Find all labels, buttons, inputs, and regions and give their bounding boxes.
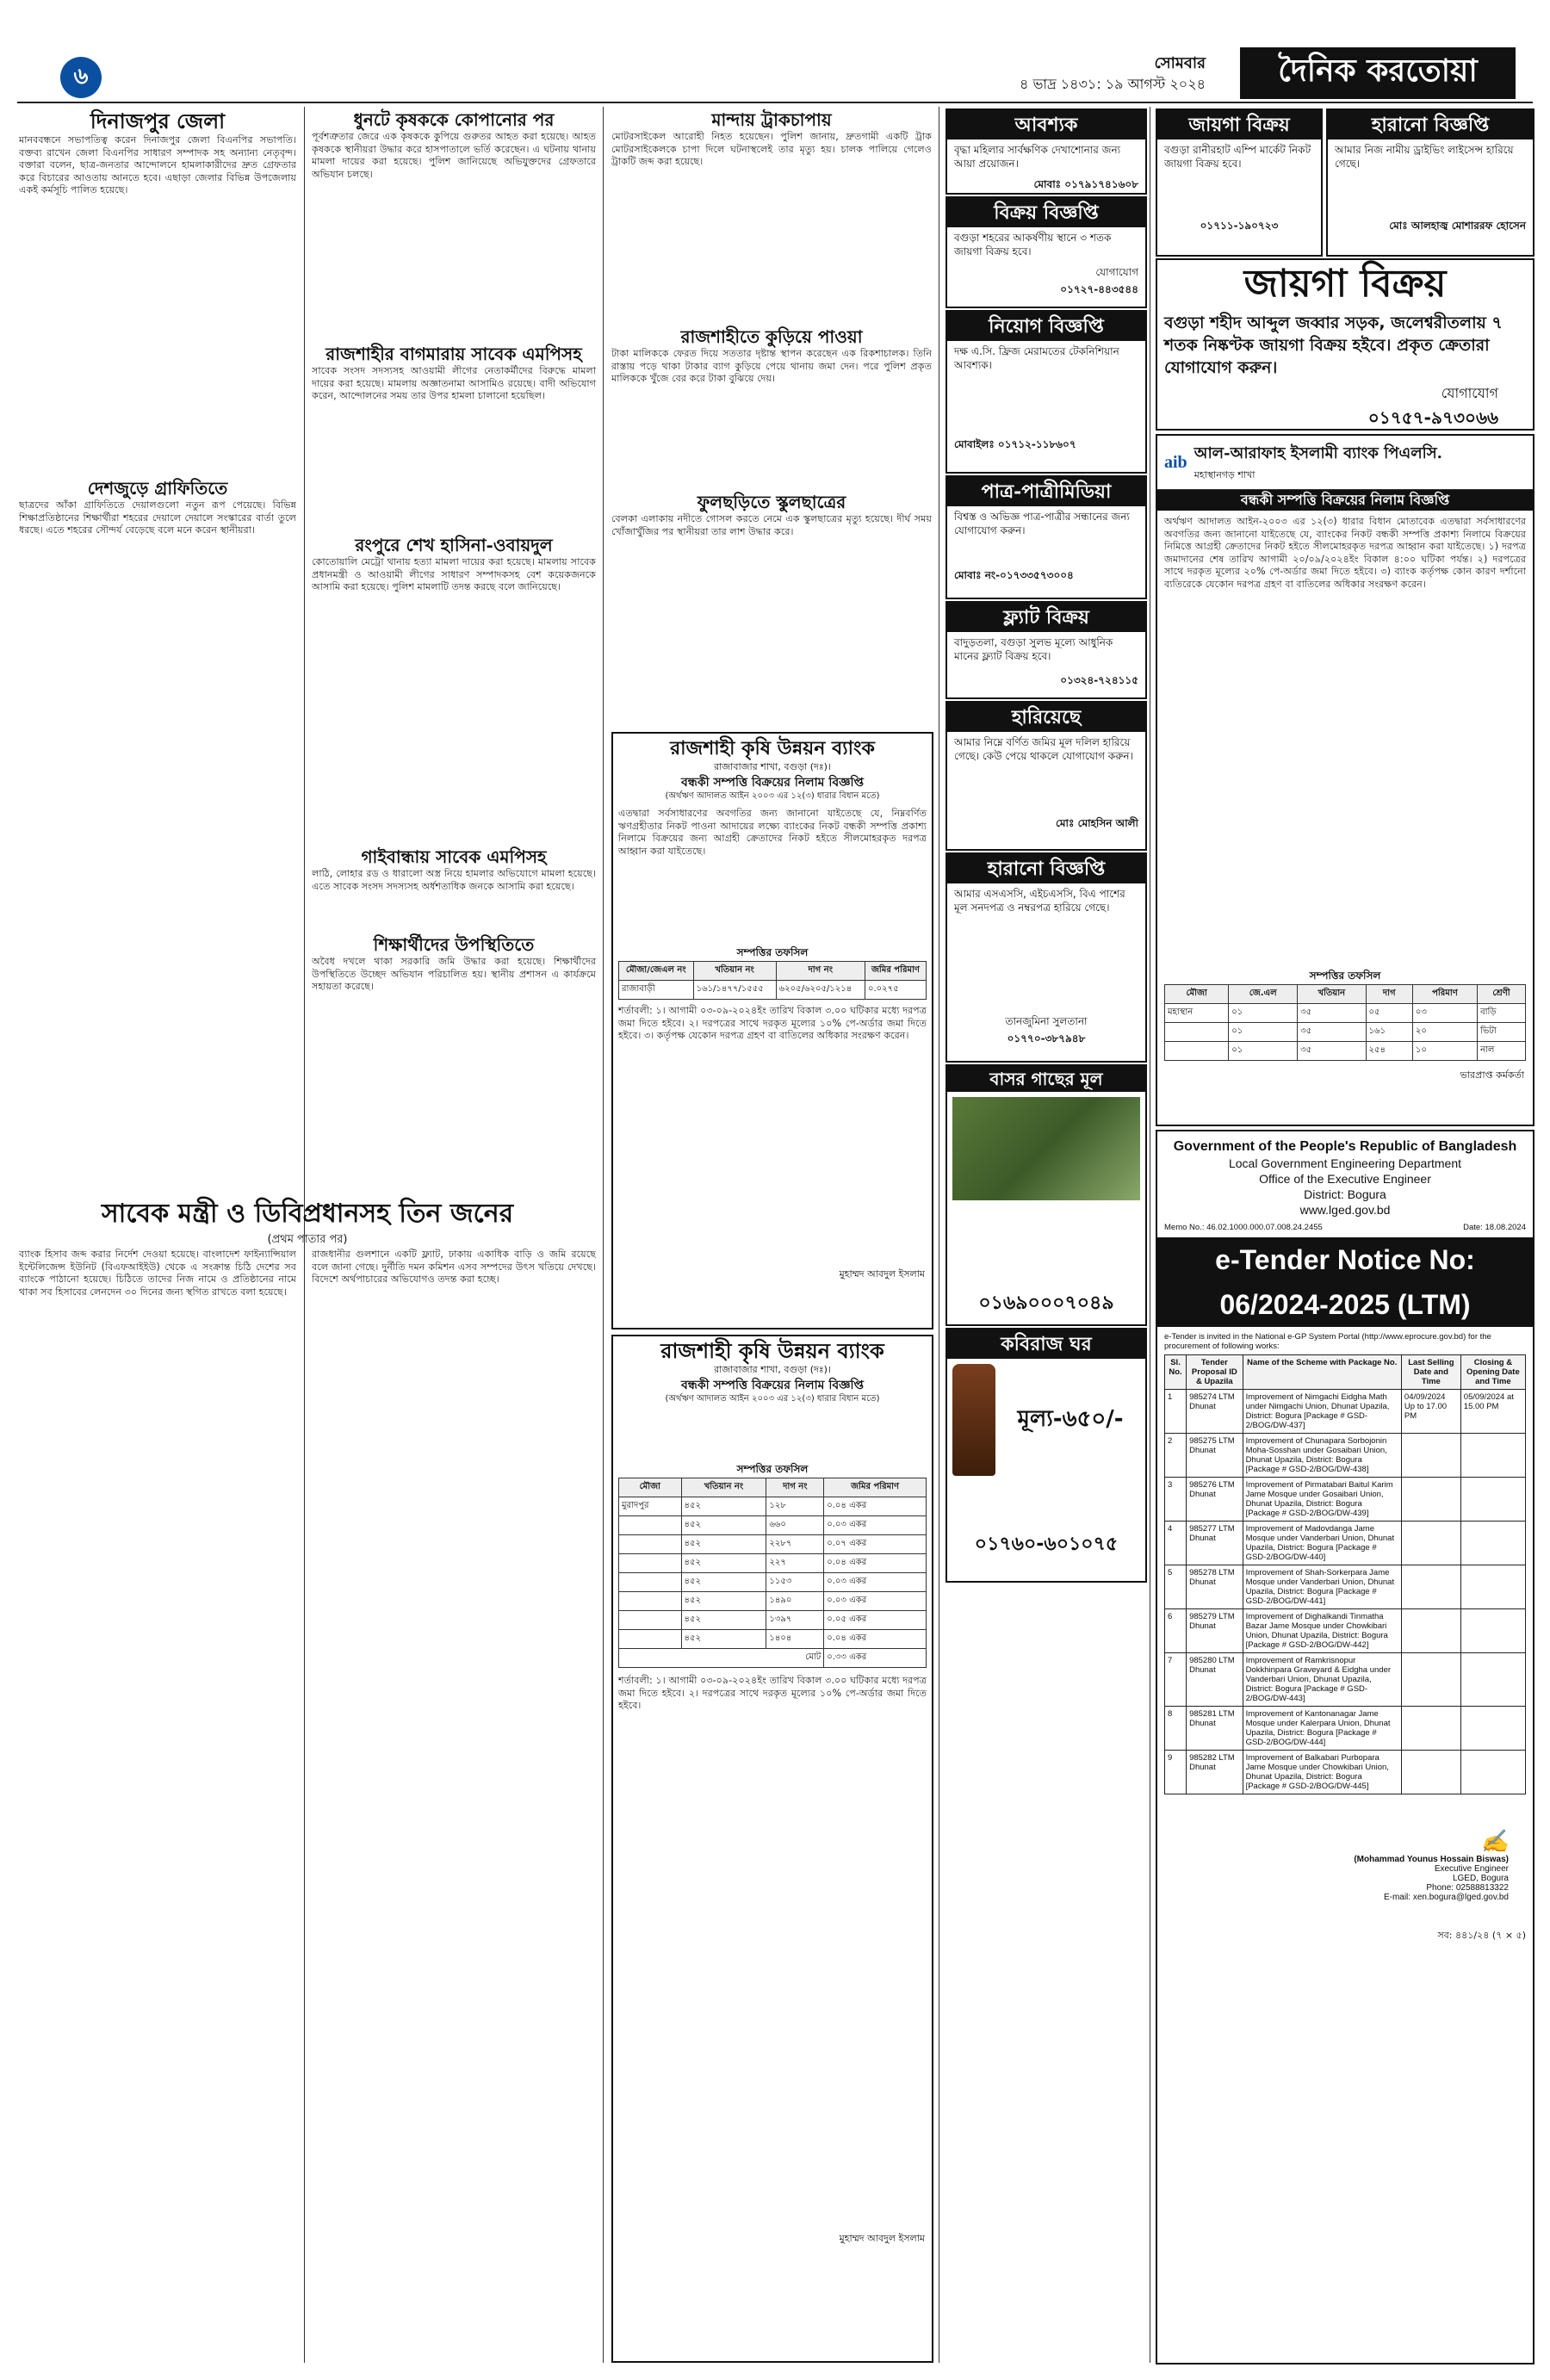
notice-subtitle: (অর্থঋণ আদালত আইন ২০০৩ এর ১২(৩) ধারার বিধান মতে) <box>665 1394 880 1404</box>
table-cell: 1 <box>1165 1390 1187 1434</box>
table-cell: ১৪৯০ <box>766 1592 824 1611</box>
table-title: সম্পত্তির তফসিল <box>736 946 809 958</box>
table-header-cell: মৌজা <box>619 1478 682 1497</box>
ad-contact-label: যোগাযোগ <box>1441 385 1498 401</box>
table-cell: ভিটা <box>1478 1023 1526 1042</box>
ad-bikroy <box>946 196 1147 308</box>
table-cell <box>1401 1707 1460 1751</box>
table-cell: Improvement of Dighalkandi Tinmatha Bazar Jame Mosque under Chowkibari Union, Dhunat Upazila, District: Bogura [Package # GSD-2/BOG/DW-442] <box>1243 1609 1401 1653</box>
table-cell: ২০ <box>1412 1023 1477 1042</box>
ad-signer: মোঃ মোহসিন আলী <box>1056 817 1138 829</box>
ad-harano <box>946 852 1147 1063</box>
signer-title: Executive Engineer <box>1434 1864 1509 1874</box>
total-label: মোট <box>619 1649 824 1668</box>
lged-tender-notice <box>1156 1130 1534 2365</box>
article-body: অবৈধ দখলে থাকা সরকারি জমি উদ্ধার করা হয়েছে। শিক্ষার্থীদের উপস্থিতিতে উচ্ছেদ অভিযান পরিচালিত হয়। স্থানীয় প্রশাসন এ কার্যক্রমে সহায়তা করেছে। <box>312 956 596 993</box>
table-header-cell: Sl. No. <box>1165 1355 1187 1390</box>
bank-branch: রাজাবাজার শাখা, বগুড়া (দঃ)। <box>714 1364 831 1375</box>
table-cell: ২২৮৭ <box>766 1535 824 1554</box>
table-cell: Improvement of Balkabari Purbopara Jame Mosque under Chowkibari Union, Dhunat Upazila, District: Bogura [Package # GSD-2/BOG/DW-445] <box>1243 1751 1401 1794</box>
newspaper-logo: দৈনিক করতোয়া <box>1240 47 1516 99</box>
table-cell: 5 <box>1165 1565 1187 1609</box>
table-cell <box>1460 1653 1525 1707</box>
tender-table <box>1164 1354 1526 1794</box>
aib-logo: aib <box>1164 452 1187 472</box>
table-cell: ১২৮ <box>766 1497 824 1516</box>
gov-office: Office of the Executive Engineer <box>1259 1172 1431 1186</box>
gov-department: Local Government Engineering Department <box>1228 1156 1462 1170</box>
total-value: ০.৩৩ একর <box>824 1649 927 1668</box>
table-cell: 4 <box>1165 1522 1187 1565</box>
table-cell: ০৩ <box>1412 1004 1477 1023</box>
table-row <box>619 1535 927 1554</box>
article-subtitle: (প্রথম পাতার পর) <box>267 1233 348 1246</box>
table-cell: Improvement of Kantonanagar Jame Mosque under Kalerpara Union, Dhunat Upazila, District: Bogura [Package # GSD-2/BOG/DW-444] <box>1243 1707 1401 1751</box>
table-cell <box>1401 1751 1460 1794</box>
gov-district: District: Bogura <box>1304 1187 1386 1201</box>
article-title: দেশজুড়ে গ্রাফিতিতে <box>87 478 228 499</box>
signer-name: মুহাম্মদ আবদুল ইসলাম <box>839 1268 925 1280</box>
table-header-cell: মৌজা <box>1165 985 1229 1004</box>
ad-phone: মোবাইলঃ ০১৭১২-১১৮৬০৭ <box>954 438 1076 450</box>
property-table <box>618 961 927 1000</box>
tender-row <box>1165 1522 1526 1565</box>
table-cell <box>1401 1478 1460 1522</box>
table-cell: ০.০৩ একর <box>824 1573 927 1592</box>
article-title: শিক্ষার্থীদের উপস্থিতিতে <box>373 934 535 955</box>
product-photo <box>952 1097 1140 1200</box>
table-cell <box>1460 1434 1525 1478</box>
column-3 <box>611 108 932 634</box>
ad-heading: হারানো বিজ্ঞপ্তি <box>1328 110 1533 139</box>
table-cell: ৪৫২ <box>681 1630 766 1649</box>
ad-flat <box>946 601 1147 699</box>
ad-heading: আবশ্যক <box>947 110 1145 139</box>
article-body: পূর্বশত্রুতার জেরে এক কৃষককে কুপিয়ে গুরুতর আহত করা হয়েছে। আহত কৃষককে স্থানীয়রা উদ্ধার করে হাসপাতালে ভর্তি করেছেন। এ ঘটনায় থানায় মামলা দায়ের করা হয়েছে। পুলিশ জানিয়েছে অভিযুক্তদের গ্রেফতারে অভিযান চলছে। <box>312 131 596 180</box>
ad-signer: তানজুমিনা সুলতানা <box>1005 1015 1088 1027</box>
table-cell: 985279 LTM Dhunat <box>1187 1609 1243 1653</box>
table-row <box>1165 1004 1526 1023</box>
article-body: সাবেক সংসদ সদস্যসহ আওয়ামী লীগের নেতাকর্মীদের বিরুদ্ধে মামলা দায়ের করা হয়েছে। মামলায় অজ্ঞাতনামা আসামিও রয়েছে। বাদী অভিযোগ করেন, আন্দোলনের সময় তার উপর হামলা চালানো হয়েছিল। <box>312 365 596 402</box>
table-cell: 985277 LTM Dhunat <box>1187 1522 1243 1565</box>
table-cell: 6 <box>1165 1609 1187 1653</box>
table-cell: নাল <box>1478 1042 1526 1061</box>
table-header-cell: মৌজা/জেএল নং <box>619 962 694 981</box>
ad-phone: ০১৭২৭-৪৪৩৫৪৪ <box>1060 283 1138 295</box>
ad-phone: ০১৭৫৭-৯৭৩০৬৬ <box>1367 407 1498 428</box>
table-cell: বাড়ি <box>1478 1004 1526 1023</box>
signer-name: ভারপ্রাপ্ত কর্মকর্তা <box>1460 1069 1524 1081</box>
article-body: ছাত্রদের আঁকা গ্রাফিতিতে দেয়ালগুলো নতুন রূপ পেয়েছে। বিভিন্ন শিক্ষাপ্রতিষ্ঠানের শিক্ষার্থীরা শহরের দেয়ালে দেয়ালে সংস্কারের বার্তা তুলে ধরছে। এতে শহরের সৌন্দর্য বেড়েছে বলে মনে করেন স্থানীয়রা। <box>19 499 296 536</box>
article-body: মানববন্ধনে সভাপতিত্ব করেন দিনাজপুর জেলা বিএনপির সভাপতি। বক্তব্য রাখেন জেলা বিএনপির সাধারণ সম্পাদক সহ অন্যান্য নেতৃবৃন্দ। বক্তারা বলেন, ছাত্র-জনতার আন্দোলনে হামলাকারীদের দ্রুত গ্রেফতার করে বিচারের আওতায় আনতে হবে। এছাড়া জেলার বিভিন্ন উপজেলায় একই কর্মসূচি পালিত হয়েছে। <box>19 134 296 196</box>
column-divider <box>603 107 604 2363</box>
tender-row <box>1165 1434 1526 1478</box>
ad-heading: ফ্ল্যাট বিক্রয় <box>947 603 1145 632</box>
notice-title: বন্ধকী সম্পত্তি বিক্রয়ের নিলাম বিজ্ঞপ্তি <box>1157 490 1533 511</box>
tender-row <box>1165 1751 1526 1794</box>
table-cell: ৪৫২ <box>681 1573 766 1592</box>
table-cell: 985280 LTM Dhunat <box>1187 1653 1243 1707</box>
memo-date: Date: 18.08.2024 <box>1463 1223 1526 1232</box>
mantri-article <box>19 1197 596 1249</box>
signer-name: মুহাম্মদ আবদুল ইসলাম <box>839 2233 925 2244</box>
table-cell: রাজাবাড়ী <box>619 981 694 1000</box>
table-cell: 985276 LTM Dhunat <box>1187 1478 1243 1522</box>
product-price: মূল্য-৬৫০/- <box>1017 1406 1124 1432</box>
table-cell: ৪৫২ <box>681 1592 766 1611</box>
ad-text: বগুড়া রানীরহাট এম্পি মার্কেট নিকট জায়গা বিক্রয় হবে। <box>1164 144 1311 170</box>
table-row <box>1165 1023 1526 1042</box>
bank-branch: রাজাবাজার শাখা, বগুড়া (দঃ)। <box>714 761 831 772</box>
table-header-cell: দাগ নং <box>766 1478 824 1497</box>
table-cell: ১৬১ <box>1366 1023 1412 1042</box>
article-title: রংপুরে শেখ হাসিনা-ওবায়দুল <box>355 535 553 555</box>
table-header-cell: দাগ নং <box>776 962 865 981</box>
table-cell: ৪৫২ <box>681 1535 766 1554</box>
table-cell: 05/09/2024 at 15.00 PM <box>1460 1390 1525 1434</box>
table-row <box>619 1554 927 1573</box>
tender-row <box>1165 1390 1526 1434</box>
ad-heading: বিক্রয় বিজ্ঞপ্তি <box>947 198 1145 227</box>
article-body: ব্যাংক হিসাব জব্দ করার নির্দেশ দেওয়া হয়েছে। বাংলাদেশ ফাইন্যান্সিয়াল ইন্টেলিজেন্স ইউনিট (বিএফআইইউ) থেকে এ সংক্রান্ত চিঠি দেশের সব ব্যাংকে পাঠানো হয়েছে। চিঠিতে তাদের নিজ নামে ও প্রতিষ্ঠানের নামে থাকা সব হিসাবের লেনদেন ৩০ দিনের জন্য স্থগিত রাখতে বলা হয়েছে। <box>19 1249 296 1298</box>
ad-phone: মোবাঃ নং-০১৭৩৩৫৭৩০০৪ <box>954 569 1074 581</box>
date-text: ৪ ভাদ্র ১৪৩১: ১৯ আগস্ট ২০২৪ <box>1020 76 1206 92</box>
table-cell: ০১ <box>1229 1023 1298 1042</box>
table-cell: 8 <box>1165 1707 1187 1751</box>
table-header-cell: জমির পরিমাণ <box>824 1478 927 1497</box>
notice-subtitle: (অর্থঋণ আদালত আইন ২০০৩ এর ১২(৩) ধারার বিধান মতে) <box>665 791 880 801</box>
table-cell: ০.০২৭৫ <box>865 981 926 1000</box>
tender-row <box>1165 1653 1526 1707</box>
table-cell: Improvement of Shah-Sorkerpara Jame Mosque under Vanderbari Union, Dhunat Upazila, District: Bogura [Package # GSD-2/BOG/DW-441] <box>1243 1565 1401 1609</box>
signature-image: ✍ <box>1480 1829 1509 1855</box>
table-cell: Improvement of Madovdanga Jame Mosque under Vanderbari Union, Dhunat Upazila, District: Bogura [Package # GSD-2/BOG/DW-440] <box>1243 1522 1401 1565</box>
table-cell <box>1460 1751 1525 1794</box>
table-title: সম্পত্তির তফসিল <box>736 1463 809 1475</box>
ad-text: বাদুড়তলা, বগুড়া সুলভ মূল্যে আধুনিক মানের ফ্ল্যাট বিক্রয় হবে। <box>954 636 1113 662</box>
notice-title: বন্ধকী সম্পত্তি বিক্রয়ের নিলাম বিজ্ঞপ্তি <box>680 1379 865 1392</box>
day-label: সোমবার <box>1154 54 1206 72</box>
table-cell: ০.০৩ একর <box>824 1516 927 1535</box>
gov-website: www.lged.gov.bd <box>1299 1203 1391 1217</box>
notice-body: অর্থঋণ আদালত আইন-২০০৩ এর ১২(৩) ধারার বিধান মোতাবেক এতদ্বারা সর্বসাধারণের অবগতির জন্য জানানো যাইতেছে যে, ব্যাংকের নিকট বন্ধকী সম্পত্তি প্রকাশ্য নিলামে বিক্রয়ের নিমিত্তে আগ্রহী ক্রেতাদের নিকট হইতে সীলমোহরকৃত দরপত্র আহ্বান করা যাইতেছে। ১) দরপত্র জমাদানের শেষ তারিখ আগামী ২০/০৯/২০২৪ইং বিকাল ৪:০০ ঘটিকা পর্যন্ত। ২) দরপত্রের সাথে দরকৃত মূল্যের ২০% পে-অর্ডার জমা দিতে হইবে। ৩) ব্যাংক কর্তৃপক্ষ কোন কারণ দর্শানো ব্যতিরেকে যেকোন দরপত্র গ্রহণ বা বাতিলের অধিকার সংরক্ষণ করেন। <box>1164 516 1526 590</box>
signer-email: E-mail: xen.bogura@lged.gov.bd <box>1383 1893 1509 1902</box>
article-title: ফুলছড়িতে স্কুলছাত্রের <box>697 492 846 512</box>
table-cell <box>1460 1522 1525 1565</box>
table-cell <box>1460 1707 1525 1751</box>
table-cell: Improvement of Nimgachi Eidgha Math under Nimgachi Union, Dhunat Upazila, District: Bogura [Package # GSD-2/BOG/DW-437] <box>1243 1390 1401 1434</box>
table-cell <box>619 1630 682 1649</box>
signer-name: (Mohammad Younus Hossain Biswas) <box>1354 1855 1509 1864</box>
tender-title: e-Tender Notice No: 06/2024-2025 (LTM) <box>1157 1237 1533 1327</box>
ad-heading: নিয়োগ বিজ্ঞপ্তি <box>947 312 1145 341</box>
table-cell: 985282 LTM Dhunat <box>1187 1751 1243 1794</box>
table-header-cell: Name of the Scheme with Package No. <box>1243 1355 1401 1390</box>
column-2 <box>312 108 596 1007</box>
bank-name: রাজশাহী কৃষি উন্নয়ন ব্যাংক <box>670 737 875 759</box>
table-cell <box>1165 1042 1229 1061</box>
ad-heading: পাত্র-পাত্রীমিডিয়া <box>947 477 1145 506</box>
article-body: টাকা মালিককে ফেরত দিয়ে সততার দৃষ্টান্ত স্থাপন করেছেন এক রিকশাচালক। তিনি রাস্তায় পড়ে থাকা টাকার ব্যাগ কুড়িয়ে পেয়ে থানায় জমা দেন। পরে পুলিশ প্রকৃত মালিককে খুঁজে বের করে টাকা বুঝিয়ে দেয়। <box>611 348 932 385</box>
ad-code: সব: ৪৪১/২৪ (৭ × ৫) <box>1437 1930 1526 1941</box>
table-cell <box>1401 1653 1460 1707</box>
ad-heading: বাসর গাছের মূল <box>947 1066 1145 1092</box>
table-row <box>1165 1042 1526 1061</box>
column-1 <box>19 108 296 1154</box>
table-cell <box>1165 1023 1229 1042</box>
ad-text: বগুড়া শহরের আকর্ষণীয় স্থানে ৩ শতক জায়গা বিক্রয় হবে। <box>954 232 1112 257</box>
ad-heading: কবিরাজ ঘর <box>947 1329 1145 1359</box>
ad-basar <box>946 1064 1147 1326</box>
table-cell: ২২৭ <box>766 1554 824 1573</box>
table-header-cell: পরিমাণ <box>1412 985 1477 1004</box>
ad-niyog <box>946 310 1147 474</box>
article-body: বেলকা এলাকায় নদীতে গোসল করতে নেমে এক স্কুলছাত্রের মৃত্যু হয়েছে। দীর্ঘ সময় খোঁজাখুঁজির পর স্থানীয়রা তার লাশ উদ্ধার করে। <box>611 513 932 537</box>
table-cell: ৬২০৫/৬২০৫/১২১৪ <box>776 981 865 1000</box>
ad-phone: ০১৩২৪-৭২৪১১৫ <box>1060 674 1138 686</box>
table-cell: ০.০৪ একর <box>824 1554 927 1573</box>
table-cell: ১০ <box>1412 1042 1477 1061</box>
notice-terms: শর্তাবলী: ১। আগামী ০৩-০৯-২০২৪ইং তারিখ বিকাল ৩.০০ ঘটিকার মধ্যে দরপত্র জমা দিতে হইবে। ২। দরপত্রের সাথে দরকৃত মূল্যের ১০% পে-অর্ডার জমা দিতে হইবে। ৩। কর্তৃপক্ষ যেকোন দরপত্র গ্রহণ বা বাতিলের অধিকার সংরক্ষণ করেন। <box>618 1005 927 1042</box>
table-cell <box>1460 1565 1525 1609</box>
table-header-cell: Closing & Opening Date and Time <box>1460 1355 1525 1390</box>
notice-title: বন্ধকী সম্পত্তি বিক্রয়ের নিলাম বিজ্ঞপ্তি <box>680 776 865 790</box>
ad-phone: ০১৭১১-১৯০৭২৩ <box>1200 220 1279 232</box>
table-cell <box>1401 1434 1460 1478</box>
aib-auction-notice <box>1156 434 1534 1126</box>
ad-text: আমার নিজ নামীয় ড্রাইভিং লাইসেন্স হারিয়ে গেছে। <box>1335 144 1514 170</box>
table-header-cell: দাগ <box>1366 985 1412 1004</box>
table-cell: 3 <box>1165 1478 1187 1522</box>
article-body: কোতোয়ালি মেট্রো থানায় হত্যা মামলা দায়ের করা হয়েছে। মামলায় সাবেক প্রধানমন্ত্রী ও আওয়ামী লীগের সাধারণ সম্পাদকসহ বেশ কয়েকজনকে আসামি করা হয়েছে। পুলিশ মামলাটি তদন্ত করছে বলে জানিয়েছে। <box>312 556 596 593</box>
table-header-cell: জে.এল <box>1229 985 1298 1004</box>
ad-phone: ০১৭৬০-৬০১০৭৫ <box>974 1534 1119 1555</box>
tender-row <box>1165 1707 1526 1751</box>
article-body: মোটরসাইকেল আরোহী নিহত হয়েছেন। পুলিশ জানায়, দ্রুতগামী একটি ট্রাক মোটরসাইকেলকে চাপা দিলে ঘটনাস্থলেই তার মৃত্যু হয়। চালক পালিয়ে গেলেও ট্রাকটি জব্দ করা হয়েছে। <box>611 131 932 168</box>
product-bottle-image <box>952 1364 995 1476</box>
table-header-cell: খতিয়ান নং <box>693 962 776 981</box>
article-title: রাজশাহীতে কুড়িয়ে পাওয়া <box>680 326 863 347</box>
table-cell: ০.০৭ একর <box>824 1535 927 1554</box>
tender-row <box>1165 1478 1526 1522</box>
ad-signer: মোঃ আলহাজ্ব মোশাররফ হোসেন <box>1389 220 1526 232</box>
table-cell: ৩৫ <box>1298 1004 1366 1023</box>
table-cell: ০১ <box>1229 1042 1298 1061</box>
signer-phone: Phone: 02588813322 <box>1426 1883 1509 1893</box>
table-cell: ০৫ <box>1366 1004 1412 1023</box>
table-cell <box>1401 1565 1460 1609</box>
article-title: ধুনটে কৃষককে কোপানোর পর <box>353 109 555 130</box>
table-cell: ৪৫২ <box>681 1554 766 1573</box>
table-cell <box>1401 1522 1460 1565</box>
tender-intro: e-Tender is invited in the National e-GP System Portal (http://www.eprocure.gov.bd) for the procurement of following works: <box>1164 1332 1491 1351</box>
table-row <box>619 1592 927 1611</box>
table-cell <box>1401 1609 1460 1653</box>
table-cell: 985281 LTM Dhunat <box>1187 1707 1243 1751</box>
bank-auction-notice-2 <box>611 1335 933 2363</box>
table-cell: ২৫৪ <box>1366 1042 1412 1061</box>
ad-heading: হারানো বিজ্ঞপ্তি <box>947 854 1145 883</box>
table-cell <box>619 1535 682 1554</box>
table-cell: Improvement of Ramkrisnopur Dokkhinpara Graveyard & Eidgha under Vanderbari Union, Dhunat Upazila, District: Bogura [Package # GSD-2/BOG/DW-443] <box>1243 1653 1401 1707</box>
table-header-cell: খতিয়ান <box>1298 985 1366 1004</box>
table-cell: ০১ <box>1229 1004 1298 1023</box>
table-cell: ০.০৩ একর <box>824 1592 927 1611</box>
table-cell: 985278 LTM Dhunat <box>1187 1565 1243 1609</box>
notice-body: এতদ্বারা সর্বসাধারণের অবগতির জন্য জানানো যাইতেছে যে, নিম্নবর্ণিত ঋণগ্রহীতার নিকট পাওনা আদায়ের লক্ষ্যে ব্যাংকের নিকট বন্ধকী সম্পত্তি প্রকাশ্য নিলামে বিক্রয়ের জন্য আগ্রহী ক্রেতাদের নিকট হইতে সীলমোহরকৃত দরপত্র আহ্বান করা যাইতেছে। <box>618 808 927 857</box>
article-title: দিনাজপুর জেলা <box>90 108 226 133</box>
table-row <box>619 1611 927 1630</box>
table-row <box>619 1630 927 1649</box>
article-title: মান্দায় ট্রাকচাপায় <box>711 109 832 130</box>
table-cell: ০.০৪ একর <box>824 1497 927 1516</box>
table-cell <box>619 1573 682 1592</box>
table-title: সম্পত্তির তফসিল <box>1309 970 1381 982</box>
ad-hariyechhe <box>946 701 1147 851</box>
table-cell <box>619 1516 682 1535</box>
table-row <box>619 1497 927 1516</box>
table-cell: ০.০৪ একর <box>824 1630 927 1649</box>
ad-kobiraj <box>946 1328 1147 1583</box>
article-title: রাজশাহীর বাগমারায় সাবেক এমপিসহ <box>326 344 582 364</box>
bank-branch: মহাস্থানগড় শাখা <box>1194 469 1256 480</box>
article-body: লাঠি, লোহার রড ও ধারালো অস্ত্র নিয়ে হামলার অভিযোগে মামলা হয়েছে। এতে সাবেক সংসদ সদস্যসহ অর্ধশতাধিক জনকে আসামি করা হয়েছে। <box>312 868 596 892</box>
ad-text: আমার এসএসসি, এইচএসসি, বিএ পাশের মূল সনদপত্র ও নম্বরপত্র হারিয়ে গেছে। <box>954 888 1125 914</box>
table-header-cell: Tender Proposal ID & Upazila <box>1187 1355 1243 1390</box>
table-cell <box>1460 1609 1525 1653</box>
ad-heading: জায়গা বিক্রয় <box>1243 262 1447 306</box>
ad-harano-2 <box>1326 108 1534 257</box>
table-cell: মুরাদপুর <box>619 1497 682 1516</box>
gov-heading: Government of the People's Republic of Bangladesh <box>1173 1139 1517 1154</box>
ad-jayga-1 <box>1156 108 1323 257</box>
table-cell: ৪৫২ <box>681 1497 766 1516</box>
property-table <box>1164 984 1526 1061</box>
ad-phone: মোবাঃ ০১৭৯১৭৪১৬০৮ <box>1033 178 1138 190</box>
bank-name: রাজশাহী কৃষি উন্নয়ন ব্যাংক <box>660 1338 884 1363</box>
ad-text: আমার নিম্নে বর্ণিত জমির মূল দলিল হারিয়ে গেছে। কেউ পেয়ে থাকলে যোগাযোগ করুন। <box>954 736 1133 762</box>
table-cell: ০.০৫ একর <box>824 1611 927 1630</box>
table-cell: ১৩৯৭ <box>766 1611 824 1630</box>
table-cell: ৩৫ <box>1298 1023 1366 1042</box>
table-header-cell: Last Selling Date and Time <box>1401 1355 1460 1390</box>
table-cell: ১৬১/১৪৭৭/১৫৫৫ <box>693 981 776 1000</box>
notice-terms: শর্তাবলী: ১। আগামী ০৩-০৯-২০২৪ইং তারিখ বিকাল ৩.০০ ঘটিকার মধ্যে দরপত্র জমা দিতে হইবে। ২। দরপত্রের সাথে দরকৃত মূল্যের ১০% পে-অর্ডার জমা দিতে হইবে। <box>618 1675 927 1712</box>
date-line <box>1020 53 1206 95</box>
table-cell: ৪৫২ <box>681 1516 766 1535</box>
memo-number: Memo No.: 46.02.1000.000.07.008.24.2455 <box>1164 1223 1323 1232</box>
ad-heading: জায়গা বিক্রয় <box>1157 110 1321 139</box>
table-row <box>619 981 927 1000</box>
article-title: সাবেক মন্ত্রী ও ডিবিপ্রধানসহ তিন জনের <box>101 1199 514 1229</box>
table-cell: ৪৫২ <box>681 1611 766 1630</box>
table-cell: 985275 LTM Dhunat <box>1187 1434 1243 1478</box>
signer-office: LGED, Bogura <box>1452 1874 1509 1883</box>
table-header-cell: শ্রেণী <box>1478 985 1526 1004</box>
table-cell: Improvement of Chunapara Sorbojonin Moha-Sosshan under Gosaibari Union, Dhunat Upazila, District: Bogura [Package # GSD-2/BOG/DW-438] <box>1243 1434 1401 1478</box>
ad-phone: ০১৭৭০-৩৮৭৯৪৮ <box>1007 1032 1086 1044</box>
ad-heading: হারিয়েছে <box>947 703 1145 732</box>
table-cell: ৬৬০ <box>766 1516 824 1535</box>
table-cell: মহাস্থান <box>1165 1004 1229 1023</box>
table-row <box>619 1573 927 1592</box>
article-body: রাজধানীর গুলশানে একটি ফ্ল্যাট, ঢাকায় একাধিক বাড়ি ও জমি রয়েছে বলে জানা গেছে। দুর্নীতি দমন কমিশন এসব সম্পদের উৎস খতিয়ে দেখছে। বিদেশে অর্থপাচারের অভিযোগও তদন্ত করা হচ্ছে। <box>312 1249 596 1286</box>
table-cell: ৩৫ <box>1298 1042 1366 1061</box>
table-cell <box>619 1554 682 1573</box>
ad-phone: ০১৬৯০০০৭০৪৯ <box>978 1292 1114 1314</box>
page-number-badge: ৬ <box>60 57 102 98</box>
masthead-rule <box>17 102 1533 103</box>
ad-text: বগুড়া শহীদ আব্দুল জব্বার সড়ক, জলেশ্বরীতলায় ৭ শতক নিষ্কণ্টক জায়গা বিক্রয় হইবে। প্রকৃত ক্রেতারা যোগাযোগ করুন। <box>1164 313 1503 377</box>
tender-row <box>1165 1609 1526 1653</box>
article-title: গাইবান্ধায় সাবেক এমপিসহ <box>361 846 547 867</box>
ad-abashyak <box>946 108 1147 195</box>
bank-name: আল-আরাফাহ ইসলামী ব্যাংক পিএলসি. <box>1194 444 1442 462</box>
tender-row <box>1165 1565 1526 1609</box>
table-cell <box>1460 1478 1525 1522</box>
ad-text: বৃদ্ধা মহিলার সার্বক্ষণিক দেখাশোনার জন্য আয়া প্রয়োজন। <box>954 144 1121 170</box>
table-cell: Improvement of Pirmatabari Baitul Karim Jame Mosque under Gosaibari Union, Dhunat Upazila, District: Bogura [Package # GSD-2/BOG/DW-439] <box>1243 1478 1401 1522</box>
table-cell <box>619 1592 682 1611</box>
table-cell: ১১৫৩ <box>766 1573 824 1592</box>
table-cell: 985274 LTM Dhunat <box>1187 1390 1243 1434</box>
property-table <box>618 1478 927 1668</box>
ad-contact-label: যোগাযোগ <box>1095 266 1138 278</box>
table-header-cell: জমির পরিমাণ <box>865 962 926 981</box>
table-cell <box>619 1611 682 1630</box>
ad-text: দক্ষ এ.সি. ফ্রিজ মেরামতের টেকনিশিয়ান আবশ্যক। <box>954 345 1119 371</box>
table-cell: 2 <box>1165 1434 1187 1478</box>
table-cell: ১৪০৪ <box>766 1630 824 1649</box>
ad-patra <box>946 475 1147 599</box>
table-cell: 9 <box>1165 1751 1187 1794</box>
ad-jayga-2 <box>1156 258 1534 431</box>
ad-text: বিশ্বস্ত ও অভিজ্ঞ পাত্র-পাত্রীর সন্ধানের জন্য যোগাযোগ করুন। <box>954 511 1130 536</box>
table-cell: 7 <box>1165 1653 1187 1707</box>
table-row <box>619 1516 927 1535</box>
bank-auction-notice-1 <box>611 732 933 1329</box>
table-header-cell: খতিয়ান নং <box>681 1478 766 1497</box>
table-cell: 04/09/2024 Up to 17.00 PM <box>1401 1390 1460 1434</box>
